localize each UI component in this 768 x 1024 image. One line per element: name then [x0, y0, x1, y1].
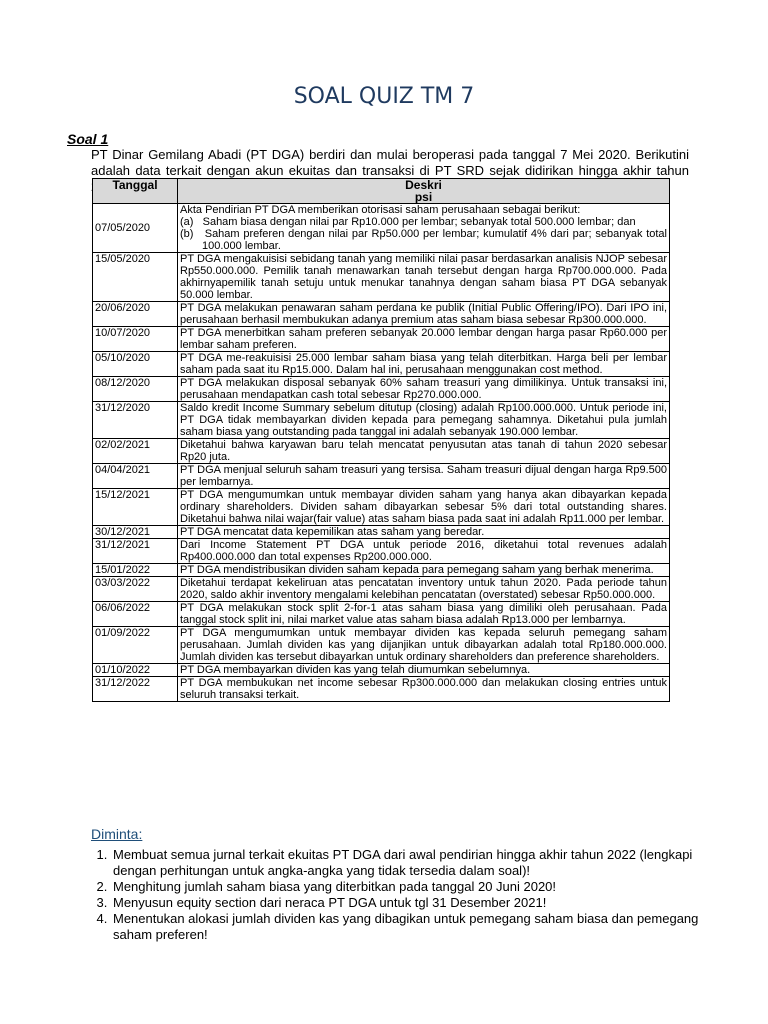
requirement-item: 3. Menyusun equity section dari neraca PT DGA untuk tgl 31 Desember 2021! — [111, 895, 711, 911]
header-description-line1: Deskri — [405, 178, 442, 192]
row-date: 02/02/2021 — [93, 439, 178, 464]
requirements-list — [91, 847, 711, 943]
row-date: 10/07/2020 — [93, 327, 178, 352]
row-description: PT DGA mengumumkan untuk membayar dividen saham yang hanya akan dibayarkan kepada ordinary shareholders. Dividen saham dibayarkan sebesar 5% dari total outstanding shares. Diketahui bahwa nilai wajar(fair value) atas saham biasa pada saat ini adalah Rp11.000 per lembar. — [178, 489, 670, 526]
row-description: PT DGA melakukan stock split 2-for-1 atas saham biasa yang dimiliki oleh perusahaan. Pada tanggal stock split ini, nilai market value atas saham biasa adalah Rp13.000 per lembarnya. — [178, 602, 670, 627]
row-description: PT DGA mencatat data kepemilikan atas saham yang beredar. — [178, 526, 670, 539]
table-row — [93, 539, 670, 564]
requirement-item: 4. Menentukan alokasi jumlah dividen kas yang dibagikan untuk pemegang saham biasa dan pemegang saham preferen! — [111, 911, 711, 943]
row-date: 31/12/2022 — [93, 677, 178, 702]
row-date: 31/12/2020 — [93, 402, 178, 439]
table-row — [93, 489, 670, 526]
row-date: 15/05/2020 — [93, 253, 178, 302]
header-date: Tanggal — [93, 179, 178, 204]
row-description: PT DGA membukukan net income sebesar Rp300.000.000 dan melakukan closing entries untuk seluruh transaksi terkait. — [178, 677, 670, 702]
row-description-text: Akta Pendirian PT DGA memberikan otorisasi saham perusahaan sebagai berikut: — [180, 204, 581, 216]
row-description: PT DGA melakukan penawaran saham perdana ke publik (Initial Public Offering/IPO). Dari IPO ini, perusahaan berhasil membukukan adanya premium atas saham biasa sebesar Rp300.000.000. — [178, 302, 670, 327]
header-description — [178, 179, 670, 204]
row-description: Diketahui bahwa karyawan baru telah mencatat penyusutan atas tanah di tahun 2020 sebesar Rp20 juta. — [178, 439, 670, 464]
row-description: Dari Income Statement PT DGA untuk periode 2016, diketahui total revenues adalah Rp400.000.000 dan total expenses Rp200.000.000. — [178, 539, 670, 564]
row-date: 15/01/2022 — [93, 564, 178, 577]
table-row — [93, 253, 670, 302]
row-date: 01/09/2022 — [93, 627, 178, 664]
table-row — [93, 627, 670, 664]
requirement-item: 1. Membuat semua jurnal terkait ekuitas PT DGA dari awal pendirian hingga akhir tahun 2022 (lengkapi dengan perhitungan untuk angka-angka yang tidak tersedia dalam soal)! — [111, 847, 711, 879]
table-row — [93, 564, 670, 577]
table-row — [93, 402, 670, 439]
row-description: PT DGA menjual seluruh saham treasuri yang tersisa. Saham treasuri dijual dengan harga Rp9.500 per lembarnya. — [178, 464, 670, 489]
row-date: 20/06/2020 — [93, 302, 178, 327]
intro-paragraph: PT Dinar Gemilang Abadi (PT DGA) berdiri dan mulai beroperasi pada tanggal 7 Mei 2020. Berikutini adalah data terkait dengan akun ekuitas dan transaksi di PT SRD sejak didirikan hingga akhir tahun — [91, 147, 689, 178]
row-description — [178, 204, 670, 253]
row-date: 15/12/2021 — [93, 489, 178, 526]
row-date: 07/05/2020 — [93, 204, 178, 253]
page-title: SOAL QUIZ TM 7 — [293, 84, 475, 109]
header-description-line2: psi — [414, 190, 433, 204]
row-date: 05/10/2020 — [93, 352, 178, 377]
table-row — [93, 352, 670, 377]
table-row — [93, 526, 670, 539]
table-row — [93, 327, 670, 352]
table-row — [93, 602, 670, 627]
row-description: Saldo kredit Income Summary sebelum ditutup (closing) adalah Rp100.000.000. Untuk periode ini, PT DGA tidak membayarkan dividen kepada para pemegang sahamnya. Diketahui pula jumlah saham biasa yang outstanding pada tanggal ini adalah sebanyak 190.000 lembar. — [178, 402, 670, 439]
question-heading: Soal 1 — [67, 131, 109, 147]
row-description: PT DGA me-reakuisisi 25.000 lembar saham biasa yang telah diterbitkan. Harga beli per lembar saham pada saat itu Rp15.000. Dalam hal ini, perusahaan menggunakan cost method. — [178, 352, 670, 377]
row-description: PT DGA membayarkan dividen kas yang telah diumumkan sebelumnya. — [178, 664, 670, 677]
row-sub-item: (a) Saham biasa dengan nilai par Rp10.000 per lembar; sebanyak total 500.000 lembar; dan — [180, 216, 636, 228]
table-row — [93, 664, 670, 677]
row-description: Diketahui terdapat kekeliruan atas pencatatan inventory untuk tahun 2020. Pada periode tahun 2020, saldo akhir inventory mengalami kelebihan pencatatan (overstated) sebesar Rp50.000.000. — [178, 577, 670, 602]
row-description: PT DGA mendistribusikan dividen saham kepada para pemegang saham yang berhak menerima. — [178, 564, 670, 577]
table-row — [93, 439, 670, 464]
table-row — [93, 302, 670, 327]
row-date: 30/12/2021 — [93, 526, 178, 539]
transactions-table — [92, 178, 670, 702]
row-description: PT DGA mengumumkan untuk membayar dividen kas kepada seluruh pemegang saham perusahaan. Jumlah dividen kas yang dijanjikan untuk dibayarkan adalah total Rp180.000.000. Jumlah dividen kas tersebut dibayarkan untuk ordinary shareholders dan preference shareholders. — [178, 627, 670, 664]
requirement-item: 2. Menghitung jumlah saham biasa yang diterbitkan pada tanggal 20 Juni 2020! — [111, 879, 711, 895]
requirements-heading: Diminta: — [91, 826, 143, 842]
row-date: 31/12/2021 — [93, 539, 178, 564]
row-date: 04/04/2021 — [93, 464, 178, 489]
table-header-row — [93, 179, 670, 204]
table-row — [93, 577, 670, 602]
row-date: 03/03/2022 — [93, 577, 178, 602]
table-row — [93, 204, 670, 253]
row-date: 06/06/2022 — [93, 602, 178, 627]
row-date: 01/10/2022 — [93, 664, 178, 677]
row-description: PT DGA mengakuisisi sebidang tanah yang memiliki nilai pasar berdasarkan analisis NJOP sebesar Rp550.000.000. Pemilik tanah menawarkan tanah tersebut dengan harga Rp700.000.000. Pada akhirnyapemilik tanah setuju untuk menukar tanahnya dengan saham biasa PT DGA sebanyak 50.000 lembar. — [178, 253, 670, 302]
row-description: PT DGA menerbitkan saham preferen sebanyak 20.000 lembar dengan harga pasar Rp60.000 per lembar saham preferen. — [178, 327, 670, 352]
table-row — [93, 464, 670, 489]
row-description: PT DGA melakukan disposal sebanyak 60% saham treasuri yang dimilikinya. Untuk transaksi ini, perusahaan mendapatkan cash total sebesar Rp270.000.000. — [178, 377, 670, 402]
table-row — [93, 677, 670, 702]
row-sub-item: (b) Saham preferen dengan nilai par Rp50.000 per lembar; kumulatif 4% dari par; sebanyak total 100.000 lembar. — [180, 228, 667, 252]
row-date: 08/12/2020 — [93, 377, 178, 402]
table-row — [93, 377, 670, 402]
